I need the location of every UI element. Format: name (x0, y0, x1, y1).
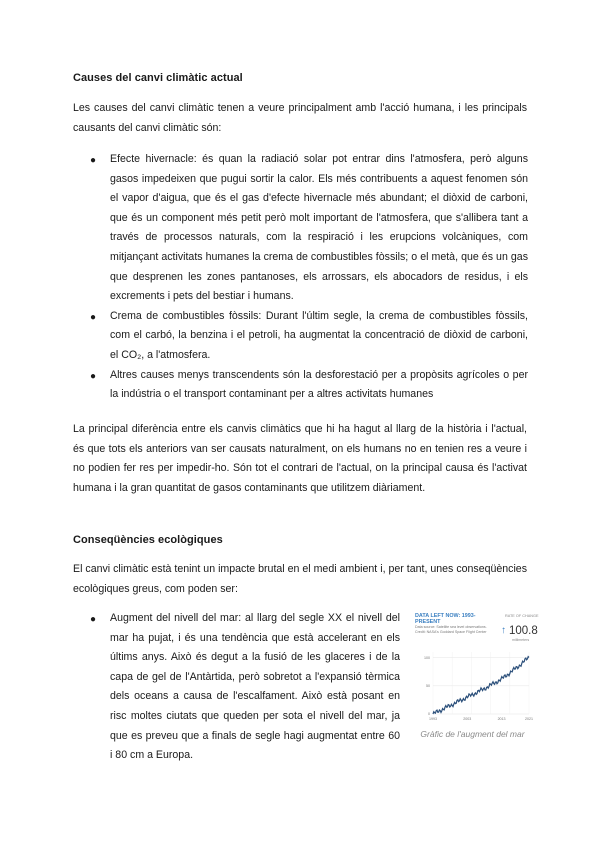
section-heading-causes: Causes del canvi climàtic actual (73, 72, 243, 84)
list-item: ● Crema de combustibles fòssils: Durant l'últim segle, la crema de combustibles fòssils, com el carbó, la benzina i el petroli, ha augmentat la concentració de diòxid de carboni, el CO₂, a l'atmosfera. (90, 309, 528, 361)
x-tick-label: 2021 (525, 717, 533, 721)
y-tick-label: 50 (426, 684, 430, 689)
y-tick-label: 100 (424, 655, 430, 660)
bullet-icon: ● (90, 155, 97, 166)
list-item: ● Augment del nivell del mar: al llarg del segle XX el nivell del mar ha pujat, i és una tendència que està accelerant en els últims anys. Això és degut a la fusió de les glaceres i de la capa de gel de l'Antàrtida, però sobretot a l'expansió tèrmica dels oceans a causa de l'escalfament. Això està posant en risc moltes ciutats que queden per sota el nivell del mar, ja que es preveu que a finals de segle hagi augmentat entre 60 i 80 cm a Europa. (90, 612, 400, 762)
chart-subtitle: Data source: Satellite sea level observations. Credit: NASA's Goddard Space Flight Center (415, 625, 487, 634)
bullet-icon: ● (90, 370, 97, 382)
chart-title-line1: DATA LEFT NOW: 1993- (415, 613, 476, 619)
rate-value: 100.8 (509, 625, 538, 637)
x-tick-label: 2013 (497, 717, 506, 721)
bullet-icon: ● (90, 614, 97, 625)
sea-level-chart (413, 610, 539, 726)
rate-arrow-icon: ↑ (501, 625, 506, 636)
consequences-intro-paragraph: El canvi climàtic està tenint un impacte brutal en el medi ambient i, per tant, unes conseqüències ecològiques greus, com poden ser: (73, 563, 527, 595)
causes-closing-paragraph: La principal diferència entre els canvis climàtics que hi ha hagut al llarg de la història i l'actual, és que tots els anteriors van ser causats naturalment, on els humans no en tenien res a veure i no podien fer res per impedir-ho. Són tot el contrari de l'actual, on la principal causa és l'activat humana i la gran quantitat de gasos contaminants que utilitzem diàriament. (73, 423, 527, 494)
x-tick-label: 1993 (429, 717, 437, 721)
causes-bullet-list (73, 150, 528, 405)
rate-label: RATE OF CHANGE (505, 614, 539, 618)
causes-intro-paragraph: Les causes del canvi climàtic tenen a veure principalment amb l'acció humana, i les principals causants del canvi climàtic són: (73, 102, 527, 134)
list-item: ● Altres causes menys transcendents són la desforestació per a propòsits agrícoles o per la indústria o el transport contaminant per a altres activitats humanes (90, 368, 528, 401)
list-item: ● Efecte hivernacle: és quan la radiació solar pot entrar dins l'atmosfera, però alguns gasos impedeixen que pugui sortir la calor. Els més contribuents a aquest fenomen són el vapor d'aigua, que és el gas d'efecte hivernacle més abundant; el diòxid de carboni, que és un component més petit però molt important de l'atmosfera, que s'allibera tant a través de processos naturals, com la respiració i les erupcions volcàniques, com mitjançant activitats humanes la crema de combustibles fòssils; o el metà, que és un gas que desprenen les zones pantanoses, els arrossars, els abocadors de residus, i els excrements i pets del bestiar i humans. (90, 153, 528, 303)
y-tick-label: 0 (428, 712, 430, 717)
bullet-icon: ● (90, 311, 97, 323)
section-heading-consequences: Conseqüències ecològiques (73, 534, 223, 546)
chart-subtitle-box (415, 625, 495, 647)
rate-unit: millimeters (512, 638, 530, 642)
figure-caption: Gràfic de l'augment del mar (420, 729, 525, 739)
x-tick-label: 2003 (463, 717, 472, 721)
chart-title-line2: PRESENT (415, 619, 441, 625)
